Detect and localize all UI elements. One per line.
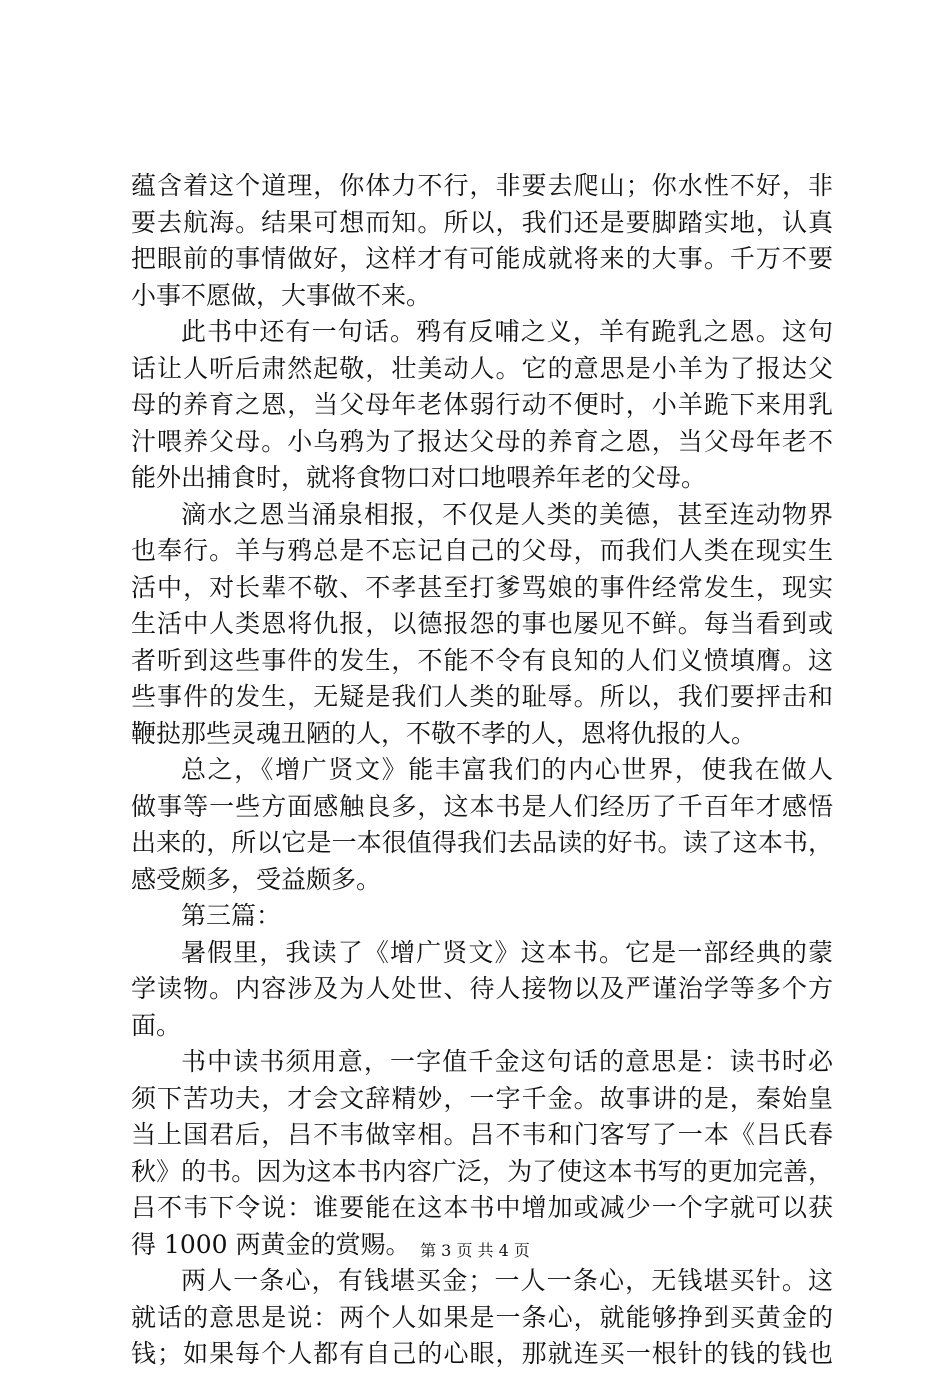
text-line: 须下苦功夫，才会文辞精妙，一字千金。故事讲的是，秦始皇	[131, 1083, 833, 1113]
document-body	[131, 168, 833, 1373]
text-line: 当上国君后，吕不韦做宰相。吕不韦和门客写了一本《吕氏春	[131, 1120, 833, 1149]
text-line: 秋》的书。因为这本书内容广泛，为了使这本书写的更加完善，	[131, 1156, 833, 1186]
text-line: 感受颇多，受益颇多。	[131, 864, 382, 894]
text-line: 些事件的发生，无疑是我们人类的耻辱。所以，我们要抨击和	[131, 682, 833, 711]
text-line: 面。	[131, 1010, 182, 1040]
text-line: 者听到这些事件的发生，不能不令有良知的人们义愤填膺。这	[131, 645, 833, 675]
text-line: 出来的，所以它是一本很值得我们去品读的好书。读了这本书，	[131, 828, 833, 857]
text-line: 学读物。内容涉及为人处世、待人接物以及严谨治学等多个方	[131, 974, 833, 1003]
text-line: 把眼前的事情做好，这样才有可能成就将来的大事。千万不要	[131, 244, 833, 273]
text-line: 蕴含着这个道理，你体力不行，非要去爬山；你水性不好，非	[131, 171, 833, 200]
text-line: 就话的意思是说：两个人如果是一条心，就能够挣到买黄金的	[131, 1302, 833, 1332]
text-line: 第三篇：	[181, 901, 282, 930]
text-line: 书中读书须用意，一字值千金这句话的意思是：读书时必	[181, 1047, 833, 1076]
text-line: 做事等一些方面感触良多，这本书是人们经历了千百年才感悟	[131, 791, 833, 821]
text-line: 得 1000 两黄金的赏赐。	[131, 1229, 411, 1259]
text-line: 钱；如果每个人都有自己的心眼，那就连买一根针的钱的钱也	[131, 1339, 833, 1368]
text-line: 活中，对长辈不敬、不孝甚至打爹骂娘的事件经常发生，现实	[131, 572, 833, 602]
text-line: 能外出捕食时，就将食物口对口地喂养年老的父母。	[131, 463, 707, 492]
text-line: 吕不韦下令说：谁要能在这本书中增加或减少一个字就可以获	[131, 1193, 833, 1222]
text-line: 也奉行。羊与鸦总是不忘记自己的父母，而我们人类在现实生	[131, 536, 833, 565]
text-line: 汁喂养父母。小乌鸦为了报达父母的养育之恩，当父母年老不	[131, 426, 833, 456]
text-line: 两人一条心，有钱堪买金；一人一条心，无钱堪买针。这	[181, 1266, 833, 1295]
text-line: 鞭挞那些灵魂丑陋的人，不敬不孝的人，恩将仇报的人。	[131, 718, 757, 748]
text-line: 要去航海。结果可想而知。所以，我们还是要脚踏实地，认真	[131, 207, 833, 237]
text-line: 滴水之恩当涌泉相报，不仅是人类的美德，甚至连动物界	[181, 499, 833, 529]
text-line: 小事不愿做，大事做不来。	[131, 280, 432, 310]
text-line: 此书中还有一句话。鸦有反哺之义，羊有跪乳之恩。这句	[181, 317, 833, 346]
text-line: 暑假里，我读了《增广贤文》这本书。它是一部经典的蒙	[181, 937, 833, 967]
page-footer: 第 3 页 共 4 页	[420, 1241, 530, 1260]
text-line: 生活中人类恩将仇报，以德报怨的事也屡见不鲜。每当看到或	[131, 609, 833, 638]
text-line: 话让人听后肃然起敬，壮美动人。它的意思是小羊为了报达父	[131, 353, 833, 383]
text-line: 总之，《增广贤文》能丰富我们的内心世界，使我在做人	[181, 755, 833, 784]
text-line: 母的养育之恩，当父母年老体弱行动不便时，小羊跪下来用乳	[131, 390, 833, 419]
